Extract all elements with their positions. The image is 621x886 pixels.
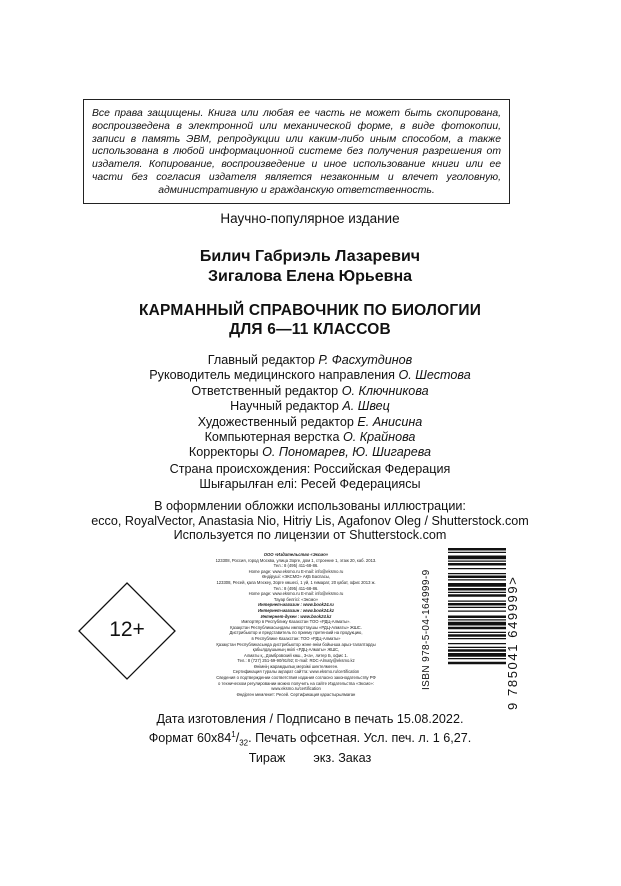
print-date: Дата изготовления / Подписано в печать 15.08.2022. — [156, 712, 464, 726]
imprint-line: Импортёр в Республику Казахстан ТОО «РДЦ-Алматы». — [241, 619, 351, 625]
isbn: ISBN 978-5-04-164999-9 — [421, 569, 432, 690]
barcode-bar — [448, 594, 506, 597]
title-line-1: КАРМАННЫЙ СПРАВОЧНИК ПО БИОЛОГИИ — [138, 302, 482, 319]
origin-kz: Шығарылған елі: Ресей Федерациясы — [199, 477, 421, 492]
credits-list — [60, 353, 560, 461]
imprint-line: в Республике Казахстан: ТОО «РДЦ-Алматы» — [251, 635, 341, 641]
imprint-line: ООО «Издательство «Эксмо» — [263, 552, 329, 557]
imprint-line: Өнімнің жарамдылық мерзімі шектелмеген. — [253, 663, 339, 669]
imprint-line: Тел.: 8 (495) 411-68-86. — [273, 585, 319, 591]
barcode-bar — [448, 616, 506, 619]
origin-ru: Страна происхождения: Российская Федерация — [169, 462, 451, 476]
imprint-line: о техническом регулировании можно получить на сайте Издательства «Эксмо»: — [218, 680, 374, 686]
barcode-bar — [448, 632, 506, 633]
imprint-line: Интернет-магазин : www.book24.ru — [258, 602, 334, 608]
author-2: Зигалова Елена Юрьевна — [207, 268, 413, 285]
barcode-bar — [448, 592, 506, 593]
barcode-bar — [448, 548, 506, 551]
imprint-line: Өндіруші: «ЭКСМО» АҚБ Баспасы, — [261, 574, 331, 580]
imprint-line: Интернет-дүкен : www.book24.kz — [260, 613, 332, 619]
book-title — [60, 301, 560, 339]
publication-info — [60, 712, 560, 766]
country-of-origin — [60, 462, 560, 493]
barcode-bar — [448, 579, 506, 580]
author-1: Билич Габриэль Лазаревич — [199, 248, 421, 265]
cover-credits-line: Используется по лицензии от Shutterstock.com — [173, 528, 447, 542]
barcode-bar — [448, 662, 506, 665]
imprint-line: 123308, Ресей, қала Мәскеу, Зорге көшесі, 1 үй, 1 ғимарат, 20 қабат, офис 2013 ж. — [216, 579, 376, 585]
barcode-bar — [448, 658, 506, 659]
barcode-bar — [448, 611, 506, 612]
credit-line: Художественный редактор Е. Анисина — [197, 414, 423, 429]
barcode-bar — [448, 603, 506, 606]
imprint-line: қабылдаушының өкілі «РДЦ-Алматы» ЖШС, — [252, 647, 340, 653]
imprint-line: Тел.: 8 (495) 411-68-86. — [273, 563, 319, 569]
rights-notice: Все права защищены. Книга или любая ее часть не может быть скопирована, воспроизведена в электронной или механической форме, в виде фотокопии, записи в память ЭВМ, репродукции или каким-либо иным способом, а также использована в любой информационной системе без получения разрешения от издателя. Копирование, воспроизведение и иное использование книги или ее части без согласия издателя является незаконным и влечет уголовную, административную и гражданскую ответственность. — [92, 108, 501, 196]
barcode-bar — [448, 568, 506, 569]
imprint-line: Сведения о подтверждении соответствия издания согласно законодательству РФ — [216, 675, 376, 681]
ean-digits: 9 785041 649999> — [505, 575, 520, 710]
barcode-bar — [448, 552, 506, 553]
cover-credits-line: ecco, RoyalVector, Anastasia Nio, Hitriy Lis, Agafonov Oleg / Shutterstock.com — [91, 513, 529, 528]
imprint-line: Өндірген мемлекет: Ресей. Сертификация қарастырылмаған — [236, 691, 356, 697]
cover-credits — [60, 499, 560, 543]
barcode-bar — [448, 622, 506, 626]
credit-line: Ответственный редактор О. Ключникова — [191, 383, 429, 398]
credit-line: Корректоры О. Пономарев, Ю. Шигарева — [188, 445, 432, 460]
barcode-bar — [448, 561, 506, 562]
imprint-line: 123308, Россия, город Москва, улица Зорге, дом 1, строение 1, этаж 20, каб. 2013. — [215, 557, 377, 563]
barcode-bar — [448, 649, 506, 652]
barcode-bar — [448, 627, 506, 630]
imprint-line: Қазақстан Республикасындағы импорттаушы «РДЦ-Алматы» ЖШС. — [230, 624, 362, 630]
imprint-line: Home page: www.eksmo.ru E-mail: info@eksmo.ru — [248, 568, 344, 574]
barcode-bar — [448, 556, 506, 560]
barcode-bar — [448, 634, 506, 637]
barcode-bar — [448, 576, 506, 579]
credit-line: Научный редактор А. Швец — [230, 399, 390, 414]
credit-line: Компьютерная верстка О. Крайнова — [204, 430, 416, 445]
barcode-bar — [448, 563, 506, 566]
barcode-bar — [448, 573, 506, 574]
barcode-bar — [448, 643, 506, 644]
print-run: Тираж экз. Заказ — [248, 751, 372, 766]
barcode-bar — [448, 653, 506, 657]
cover-credits-line: В оформлении обложки использованы иллюстрации: — [154, 499, 466, 513]
imprint-line: Сертификация туралы ақпарат сайтта: www.eksmo.ru/certification — [232, 669, 360, 675]
edition-type: Научно-популярное издание — [220, 211, 400, 226]
imprint-line: Интернет-магазин : www.book24.kz — [258, 607, 334, 613]
barcode-bar — [448, 607, 506, 608]
barcode-bar — [448, 583, 506, 587]
age-rating: 12+ — [109, 618, 145, 641]
imprint-line: Тел.: 8 (727) 251-59-90/91/92; E-mail: RDC-Almaty@eksmo.kz — [237, 658, 355, 664]
imprint-line: www.eksmo.ru/certification — [271, 686, 321, 692]
imprint-block — [186, 552, 406, 697]
imprint-line: Дистрибьютор и представитель по приему претензий на продукцию, — [229, 630, 363, 636]
credit-line: Руководитель медицинского направления О. Шестова — [149, 368, 471, 383]
authors — [60, 247, 560, 287]
imprint-line: Тауар белгісі: «Эксмо» — [273, 596, 319, 602]
title-line-2: ДЛЯ 6—11 КЛАССОВ — [229, 321, 391, 338]
barcode-bar — [448, 588, 506, 591]
imprint-line: Home page: www.eksmo.ru E-mail: info@eksmo.ru — [248, 591, 344, 597]
credit-line: Главный редактор Р. Фасхутдинов — [207, 353, 413, 367]
imprint-line: Қазақстан Республикасында дистрибьютор және өнім бойынша арыз-талаптарды — [216, 641, 376, 647]
barcode-bar — [448, 647, 506, 648]
print-format: Формат $60x84^1/_{32}$. Печать офсетная. Усл. печ. л. 1 6,27. — [148, 730, 472, 748]
rights-notice-box — [83, 99, 510, 204]
barcode-bar — [448, 619, 506, 620]
barcode-bar — [448, 638, 506, 639]
barcode-bar — [448, 601, 506, 602]
imprint-line: Алматы қ., Домбровский көш., 3«а», литер Б, офис 1. — [244, 652, 348, 658]
